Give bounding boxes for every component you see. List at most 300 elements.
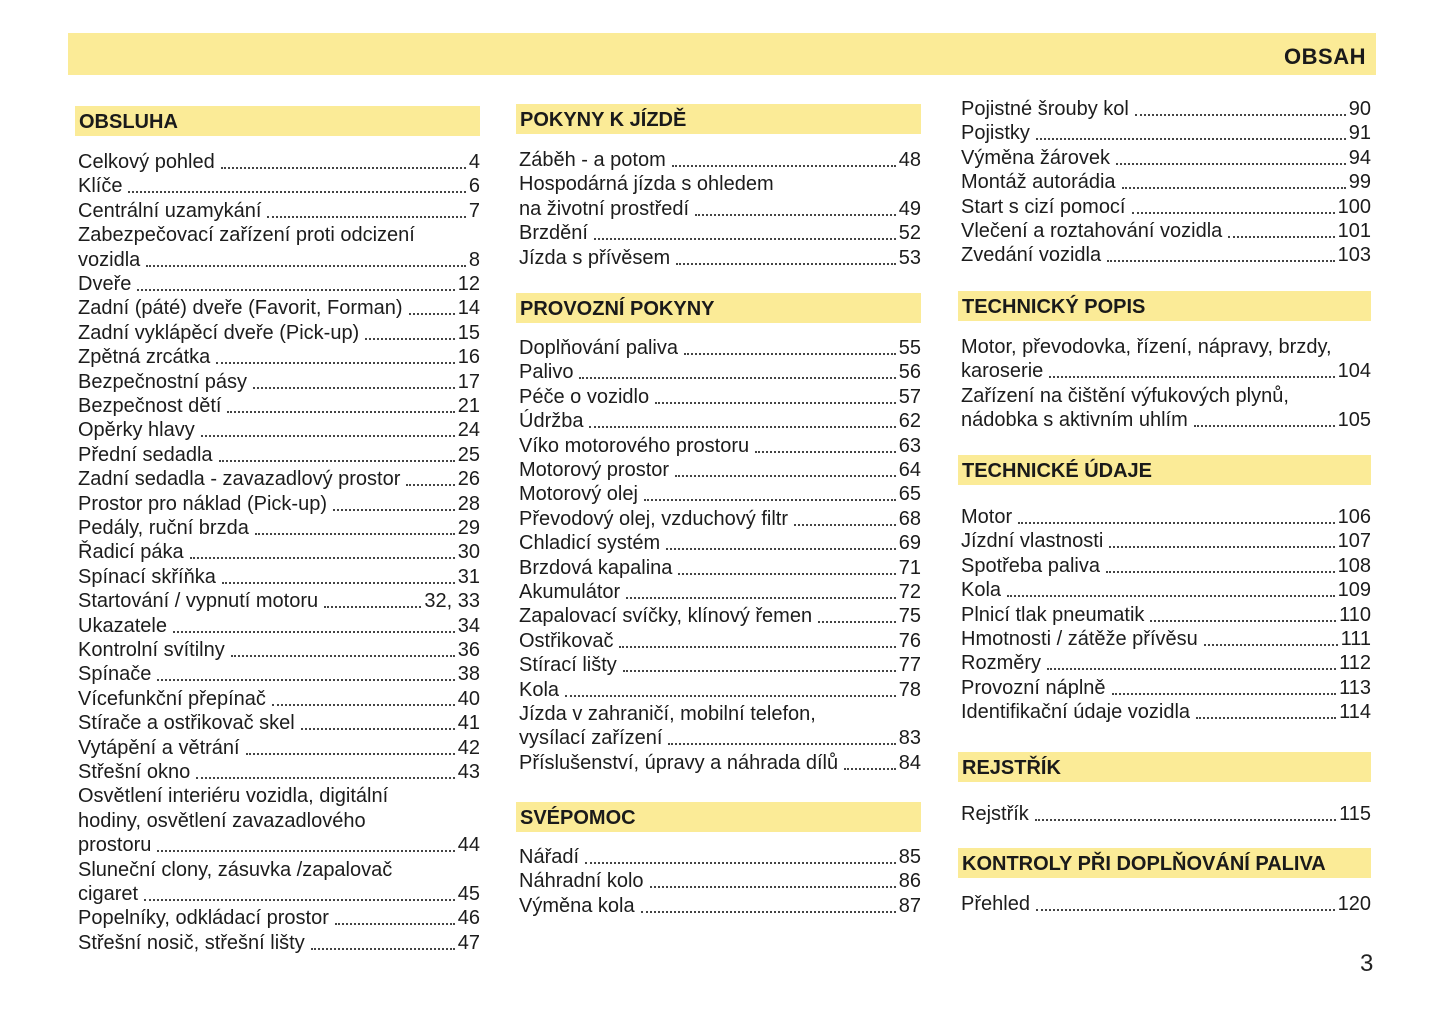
toc-entry-label: Celkový pohled [78,151,215,173]
toc-entry-label: Vlečení a roztahování vozidla [961,220,1223,242]
toc-entry-page: 104 [1337,360,1371,383]
toc-entry-label: Kontrolní svítilny [78,639,225,661]
dot-leader [406,484,454,486]
toc-entry [519,629,921,653]
toc-entry-page: 77 [898,654,921,677]
toc-entry [78,418,480,442]
toc-entry [519,894,921,918]
toc-entry [519,678,921,702]
toc-entry-label: Rejstřík [961,803,1029,825]
toc-entry [961,146,1371,170]
dot-leader [650,886,896,888]
dot-leader [1035,819,1336,821]
toc-entry-label: Výměna kola [519,894,635,917]
section-header-rejstrik [958,752,1371,782]
toc-entry-label: Nářadí [519,846,580,868]
toc-entry-label: Bezpečnostní pásy [78,370,247,393]
dot-leader [589,426,895,428]
toc-entry-page: 56 [898,361,921,384]
toc-entry-label: vozidla [78,248,141,271]
toc-entry-page: 94 [1348,146,1371,169]
toc-entry [78,760,480,784]
section-title: TECHNICKÉ ÚDAJE [962,460,1153,482]
dot-leader [1135,114,1346,116]
section-header-technicky-popis [958,291,1371,321]
dot-leader [173,631,455,633]
toc-entry-label: Motor [961,506,1013,528]
toc-entry [78,516,480,540]
section-header-technicke-udaje [958,455,1371,485]
toc-entry-page: 84 [898,751,921,774]
toc-entry-page: 30 [457,541,480,564]
toc-entry [78,345,480,369]
toc-entry-label: Údržba [519,410,584,433]
toc-entry-label: Zvedání vozidla [961,244,1102,267]
toc-entry-page: 83 [898,727,921,750]
toc-entry-page: 71 [898,556,921,579]
toc-entry-page: 17 [457,370,480,393]
toc-entry-label: Převodový olej, vzduchový filtr [519,507,789,530]
toc-entry-label: Ukazatele [78,614,167,637]
toc-entry-page: 8 [468,248,480,271]
toc-entry [519,751,921,775]
toc-entry-page: 75 [898,605,921,628]
toc-entry-label: Zadní sedadla - zavazadlový prostor [78,468,401,491]
toc-entry-label: Plnicí tlak pneumatik [961,603,1145,626]
toc-entry [78,736,480,760]
dot-leader [216,362,454,364]
toc-entry-line: hodiny, osvětlení zavazadlového [78,809,366,832]
toc-entry [519,482,921,506]
dot-leader [272,704,455,706]
toc-entry [961,651,1371,675]
dot-leader [409,313,455,315]
dot-leader [222,582,455,584]
toc-entry-page: 38 [457,663,480,686]
toc-entry-page: 112 [1339,652,1371,675]
toc-entry-line: Hospodárná jízda s ohledem [519,173,774,196]
toc-entry-label: Brzdová kapalina [519,556,673,579]
toc-entry-label: Popelníky, odkládací prostor [78,907,329,930]
toc-entry-label: prostoru [78,834,152,857]
page-title: OBSAH [1284,44,1366,69]
toc-entry-label: Příslušenství, úpravy a náhrada dílů [519,751,839,774]
toc-entry [78,638,480,662]
toc-entry-page: 15 [457,321,480,344]
toc-entry-page: 48 [898,149,921,171]
toc-entry [78,492,480,516]
toc-entry [78,931,480,955]
toc-entry [78,443,480,467]
toc-entry-label: Jízda s přívěsem [519,246,671,269]
toc-entry-page: 87 [898,894,921,917]
toc-entry-label: Montáž autorádia [961,171,1116,194]
page-number: 3 [1360,950,1374,977]
toc-entry-label: Pojistky [961,122,1030,145]
toc-entry-page: 111 [1340,628,1371,650]
toc-entry [519,385,921,409]
toc-entry-page: 26 [457,468,480,491]
dot-leader [623,670,896,672]
toc-entry-page: 16 [457,346,480,369]
toc-entry-label: Stírače a ostřikovač skel [78,712,295,735]
toc-entry [78,150,480,174]
dot-leader [1106,571,1335,573]
toc-entry-page: 110 [1339,603,1371,626]
dot-leader [1047,668,1336,670]
toc-entry-page: 57 [898,385,921,408]
toc-entry-label: Vícefunkční přepínač [78,687,266,710]
toc-entry-line: Jízda v zahraničí, mobilní telefon, [519,703,816,725]
dot-leader [157,679,454,681]
toc-entry [519,531,921,555]
toc-entry-page: 53 [898,246,921,269]
dot-leader [678,573,895,575]
toc-entry-label: Opěrky hlavy [78,419,195,442]
toc-entry-page: 101 [1337,220,1371,242]
toc-entry-page: 72 [898,581,921,603]
dot-leader [1228,236,1334,238]
toc-entry-page: 107 [1337,530,1371,553]
section-title: REJSTŘÍK [962,757,1061,779]
toc-entry-page: 63 [898,434,921,457]
dot-leader [267,216,465,218]
dot-leader [594,238,896,240]
section-title: POKYNY K JÍZDĚ [520,109,687,131]
toc-entry-page: 91 [1348,122,1371,145]
toc-entry [78,565,480,589]
dot-leader [844,768,896,770]
toc-entry-page: 120 [1337,893,1371,915]
dot-leader [196,777,454,779]
dot-leader [695,214,896,216]
section-header-provozni-pokyny [516,293,921,323]
section-title: OBSLUHA [79,111,178,133]
toc-entry-line: Zařízení na čištění výfukových plynů, [961,384,1289,407]
toc-entry-label: Klíče [78,175,123,198]
toc-entry [961,170,1371,194]
toc-entry-page: 47 [457,931,480,954]
toc-entry-label: Stírací lišty [519,654,617,677]
dot-leader [253,387,455,389]
dot-leader [655,402,896,404]
toc-entry-page: 34 [457,614,480,637]
toc-entry-label: Motorový prostor [519,459,670,481]
toc-entry [961,219,1371,243]
dot-leader [1049,376,1334,378]
dot-leader [1204,644,1338,646]
toc-entry [519,726,921,750]
dot-leader [1018,522,1335,524]
toc-entry-label: Spínací skříňka [78,565,216,588]
toc-entry [961,243,1371,267]
dot-leader [311,948,455,950]
dot-leader [1194,425,1335,427]
toc-entry-label: Zpětná zrcátka [78,346,211,369]
toc-entry [78,370,480,394]
toc-entry-label: Přední sedadla [78,443,213,466]
dot-leader [626,597,896,599]
toc-entry-page: 49 [898,197,921,220]
toc-entry-label: Brzdění [519,222,588,245]
toc-entry-label: Náhradní kolo [519,870,644,893]
toc-entry-label: Zapalovací svíčky, klínový řemen [519,605,813,628]
dot-leader [644,499,896,501]
toc-entry-page: 68 [898,507,921,530]
toc-entry-label: Záběh - a potom [519,149,666,171]
dot-leader [1150,620,1336,622]
toc-entry [78,906,480,930]
dot-leader [1109,546,1334,548]
dot-leader [818,621,896,623]
toc-entry-page: 6 [468,175,480,198]
toc-entry-page: 45 [457,883,480,905]
toc-entry-page: 41 [457,712,480,735]
dot-leader [1007,595,1335,597]
toc-entry-page: 29 [457,517,480,539]
toc-entry-page: 109 [1337,579,1371,602]
toc-entry [961,121,1371,145]
toc-entry-page: 32, 33 [424,590,480,613]
toc-entry [78,296,480,320]
toc-entry [78,199,480,223]
toc-entry-page: 28 [457,492,480,515]
toc-entry-label: Prostor pro náklad (Pick-up) [78,492,327,515]
section-title: TECHNICKÝ POPIS [962,296,1146,318]
toc-entry [519,197,921,221]
toc-entry-label: Ostřikovač [519,629,614,652]
dot-leader [675,475,896,477]
toc-entry-label: nádobka s aktivním uhlím [961,409,1188,432]
toc-entry-page: 14 [457,297,480,320]
toc-entry-page: 24 [457,419,480,442]
dot-leader [565,695,896,697]
dot-leader [1036,909,1335,911]
dot-leader [219,460,455,462]
toc-entry [519,556,921,580]
toc-entry-label: Zadní vyklápěcí dveře (Pick-up) [78,321,360,344]
dot-leader [190,557,455,559]
toc-entry-label: Jízdní vlastnosti [961,530,1104,553]
dot-leader [1122,187,1346,189]
toc-entry-label: Spotřeba paliva [961,554,1100,577]
toc-entry-page: 76 [898,629,921,652]
toc-entry-page: 69 [898,532,921,555]
dot-leader [227,411,454,413]
dot-leader [231,655,455,657]
toc-entry-page: 25 [457,443,480,466]
toc-entry [961,892,1371,916]
toc-entry [519,507,921,531]
toc-entry-label: karoserie [961,360,1044,383]
toc-entry [78,540,480,564]
dot-leader [1036,138,1346,140]
toc-entry-page: 108 [1337,554,1371,577]
toc-entry [78,833,480,857]
dot-leader [585,862,896,864]
dot-leader [128,191,465,193]
toc-entry-label: Doplňování paliva [519,337,678,359]
toc-entry-label: Pedály, ruční brzda [78,517,249,539]
toc-entry-label: Péče o vozidlo [519,385,650,408]
toc-entry-line: Osvětlení interiéru vozidla, digitální [78,785,389,808]
toc-entry-label: Kola [519,678,560,701]
toc-entry-page: 4 [468,151,480,173]
toc-entry-label: Identifikační údaje vozidla [961,701,1191,724]
toc-entry-page: 113 [1339,676,1371,699]
toc-entry-label: Víko motorového prostoru [519,434,750,457]
dot-leader [201,435,455,437]
dot-leader [157,850,454,852]
toc-entry [961,195,1371,219]
toc-entry-label: Přehled [961,893,1030,915]
toc-entry-page: 7 [468,199,480,222]
toc-entry [519,409,921,433]
toc-entry-page: 86 [898,870,921,893]
section-title: PROVOZNÍ POKYNY [520,298,715,320]
toc-entry-page: 103 [1337,244,1371,267]
toc-entry [78,248,480,272]
toc-entry-label: vysílací zařízení [519,727,663,750]
toc-entry [78,589,480,613]
toc-entry-label: cigaret [78,883,139,905]
dot-leader [676,263,896,265]
toc-entry-page: 90 [1348,98,1371,120]
toc-entry-page: 106 [1337,506,1371,528]
toc-entry [961,554,1371,578]
toc-entry-label: Výměna žárovek [961,146,1110,169]
toc-entry [519,604,921,628]
toc-entry-page: 21 [457,395,480,417]
toc-entry [78,467,480,491]
toc-entry [519,246,921,270]
dot-leader [365,338,455,340]
toc-entry-page: 64 [898,459,921,481]
toc-entry-page: 42 [457,736,480,759]
toc-entry-label: Bezpečnost dětí [78,395,222,417]
toc-entry-label: Kola [961,579,1002,602]
toc-entry-page: 62 [898,410,921,433]
dot-leader [146,265,466,267]
toc-entry-label: na životní prostředí [519,197,690,220]
toc-entry-label: Hmotnosti / zátěže přívěsu [961,628,1198,650]
toc-entry-page: 114 [1339,701,1371,724]
dot-leader [794,524,896,526]
dot-leader [255,533,455,535]
dot-leader [221,167,466,169]
toc-entry-label: Startování / vypnutí motoru [78,590,319,613]
toc-entry [961,578,1371,602]
dot-leader [1116,163,1346,165]
toc-entry [519,336,921,360]
toc-entry [961,97,1371,121]
toc-entry-page: 99 [1348,171,1371,194]
toc-entry [961,408,1371,432]
toc-entry-page: 115 [1339,803,1371,825]
toc-entry [519,653,921,677]
toc-entry [78,711,480,735]
toc-entry-page: 65 [898,483,921,506]
toc-entry [78,174,480,198]
dot-leader [672,165,896,167]
dot-leader [301,728,455,730]
toc-entry-page: 78 [898,678,921,701]
toc-entry [961,529,1371,553]
dot-leader [755,451,896,453]
toc-entry-label: Dveře [78,273,132,295]
toc-entry-page: 105 [1337,409,1371,432]
dot-leader [324,606,421,608]
section-title: SVÉPOMOC [520,807,636,829]
section-header-kontroly [958,848,1371,878]
toc-entry-page: 44 [457,834,480,857]
toc-entry [519,869,921,893]
toc-entry-label: Vytápění a větrání [78,736,240,759]
toc-entry [78,394,480,418]
dot-leader [666,548,896,550]
dot-leader [335,923,455,925]
dot-leader [1112,693,1337,695]
toc-entry [961,676,1371,700]
toc-entry [961,359,1371,383]
toc-entry-page: 100 [1337,195,1371,218]
toc-entry [519,221,921,245]
toc-entry-label: Motorový olej [519,483,638,506]
dot-leader [137,289,454,291]
toc-entry [961,627,1371,651]
section-header-svepomoc [516,802,921,832]
section-title: KONTROLY PŘI DOPLŇOVÁNÍ PALIVA [962,853,1326,875]
section-header-pokyny-k-jizde [516,104,921,134]
dot-leader [1196,717,1336,719]
toc-entry [961,603,1371,627]
toc-entry [519,434,921,458]
header-bar [68,33,1376,75]
toc-entry-line: Zabezpečovací zařízení proti odcizení [78,224,415,247]
toc-entry [961,505,1371,529]
toc-entry-page: 55 [898,337,921,359]
toc-entry-page: 46 [457,907,480,930]
toc-entry [519,845,921,869]
dot-leader [684,353,896,355]
dot-leader [668,743,895,745]
toc-entry-label: Rozměry [961,652,1042,675]
toc-entry-page: 31 [457,565,480,588]
toc-entry-page: 36 [457,639,480,661]
toc-entry [78,687,480,711]
toc-entry [78,614,480,638]
dot-leader [1132,212,1335,214]
toc-entry [78,662,480,686]
toc-entry-label: Řadicí páka [78,541,184,564]
toc-entry-line: Motor, převodovka, řízení, nápravy, brzdy, [961,336,1332,358]
dot-leader [333,509,455,511]
dot-leader [579,377,895,379]
toc-entry-label: Start s cizí pomocí [961,195,1126,218]
toc-entry [78,882,480,906]
toc-entry [961,700,1371,724]
toc-entry [519,458,921,482]
toc-entry-label: Centrální uzamykání [78,199,262,222]
section-header-obsluha [75,106,480,136]
dot-leader [144,899,455,901]
toc-entry [78,272,480,296]
toc-entry-label: Akumulátor [519,581,621,603]
toc-entry-label: Střešní nosič, střešní lišty [78,931,305,954]
toc-entry-page: 40 [457,687,480,710]
dot-leader [641,911,896,913]
toc-entry [961,802,1371,826]
